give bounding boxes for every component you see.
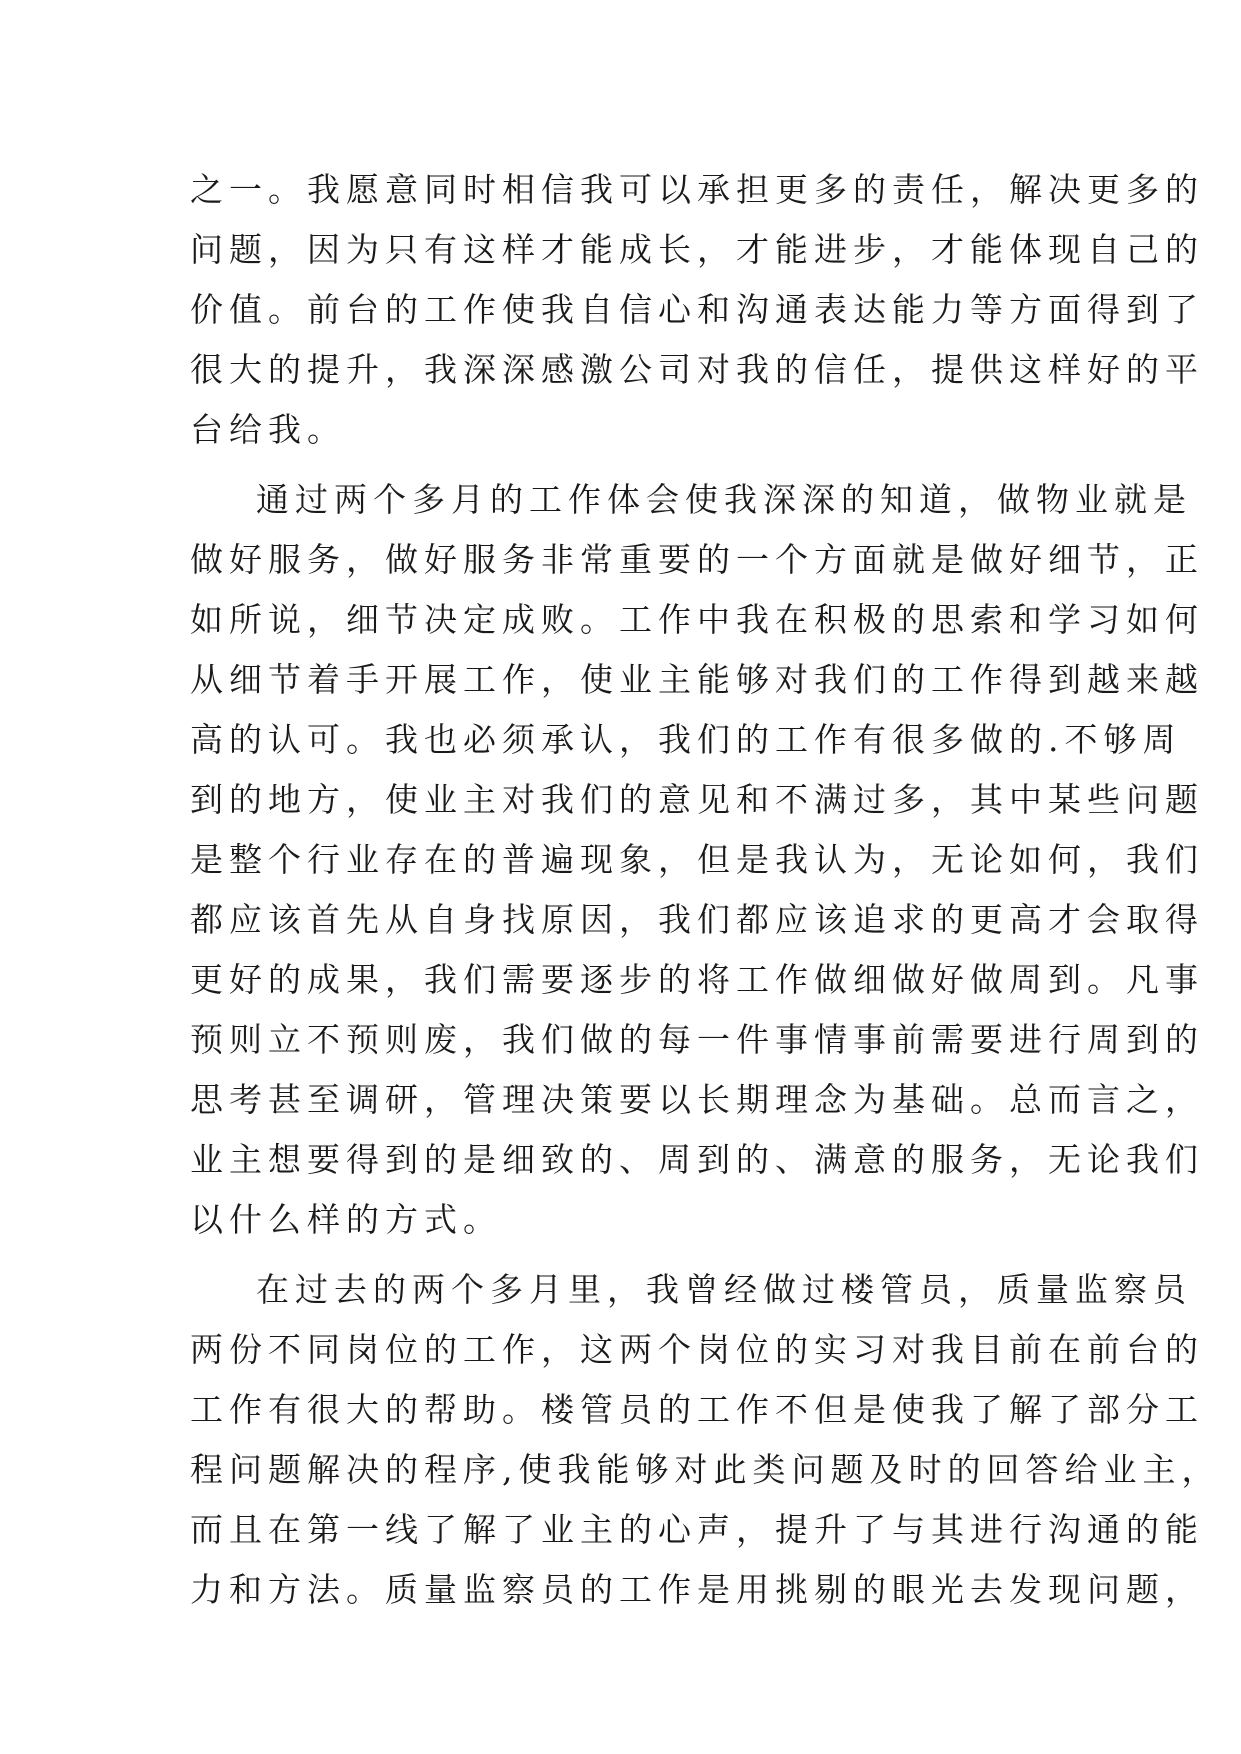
- paragraph-spacer: [190, 1250, 1060, 1260]
- text-line: 台给我。: [190, 410, 346, 449]
- text-line: 而且在第一线了解了业主的心声，提升了与其进行沟通的能: [190, 1510, 1204, 1549]
- text-line: 两份不同岗位的工作，这两个岗位的实习对我目前在前台的: [190, 1330, 1204, 1369]
- text-line: 很大的提升，我深深感激公司对我的信任，提供这样好的平: [190, 350, 1204, 389]
- text-line: 通过两个多月的工作体会使我深深的知道，做物业就是: [256, 480, 1192, 519]
- text-line: 工作有很大的帮助。楼管员的工作不但是使我了解了部分工: [190, 1390, 1204, 1429]
- text-line: 高的认可。我也必须承认，我们的工作有很多做的.不够周: [190, 720, 1182, 759]
- text-line: 思考甚至调研，管理决策要以长期理念为基础。总而言之，: [190, 1080, 1204, 1119]
- text-line: 力和方法。质量监察员的工作是用挑剔的眼光去发现问题，: [190, 1570, 1204, 1609]
- text-line: 从细节着手开展工作，使业主能够对我们的工作得到越来越: [190, 660, 1204, 699]
- text-line: 价值。前台的工作使我自信心和沟通表达能力等方面得到了: [190, 290, 1204, 329]
- text-line: 是整个行业存在的普遍现象，但是我认为，无论如何，我们: [190, 840, 1204, 879]
- text-line: 以什么样的方式。: [190, 1200, 502, 1239]
- text-line: 预则立不预则废，我们做的每一件事情事前需要进行周到的: [190, 1020, 1204, 1059]
- paragraph-spacer: [190, 460, 1060, 470]
- text-line: 如所说，细节决定成败。工作中我在积极的思索和学习如何: [190, 600, 1204, 639]
- text-line: 做好服务，做好服务非常重要的一个方面就是做好细节，正: [190, 540, 1204, 579]
- paragraph-3: [190, 1260, 1221, 1620]
- text-line: 到的地方，使业主对我们的意见和不满过多，其中某些问题: [190, 780, 1204, 819]
- text-line: 更好的成果，我们需要逐步的将工作做细做好做周到。凡事: [190, 960, 1204, 999]
- text-line: 问题，因为只有这样才能成长，才能进步，才能体现自己的: [190, 230, 1204, 269]
- text-line: 之一。我愿意同时相信我可以承担更多的责任，解决更多的: [190, 170, 1204, 209]
- text-line: 在过去的两个多月里，我曾经做过楼管员，质量监察员: [256, 1270, 1192, 1309]
- text-line: 业主想要得到的是细致的、周到的、满意的服务，无论我们: [190, 1140, 1204, 1179]
- paragraph-2: [190, 470, 1204, 1250]
- document-body: [190, 160, 1221, 1620]
- text-line: 程问题解决的程序,使我能够对此类问题及时的回答给业主，: [190, 1450, 1221, 1489]
- paragraph-1: [190, 160, 1204, 460]
- text-line: 都应该首先从自身找原因，我们都应该追求的更高才会取得: [190, 900, 1204, 939]
